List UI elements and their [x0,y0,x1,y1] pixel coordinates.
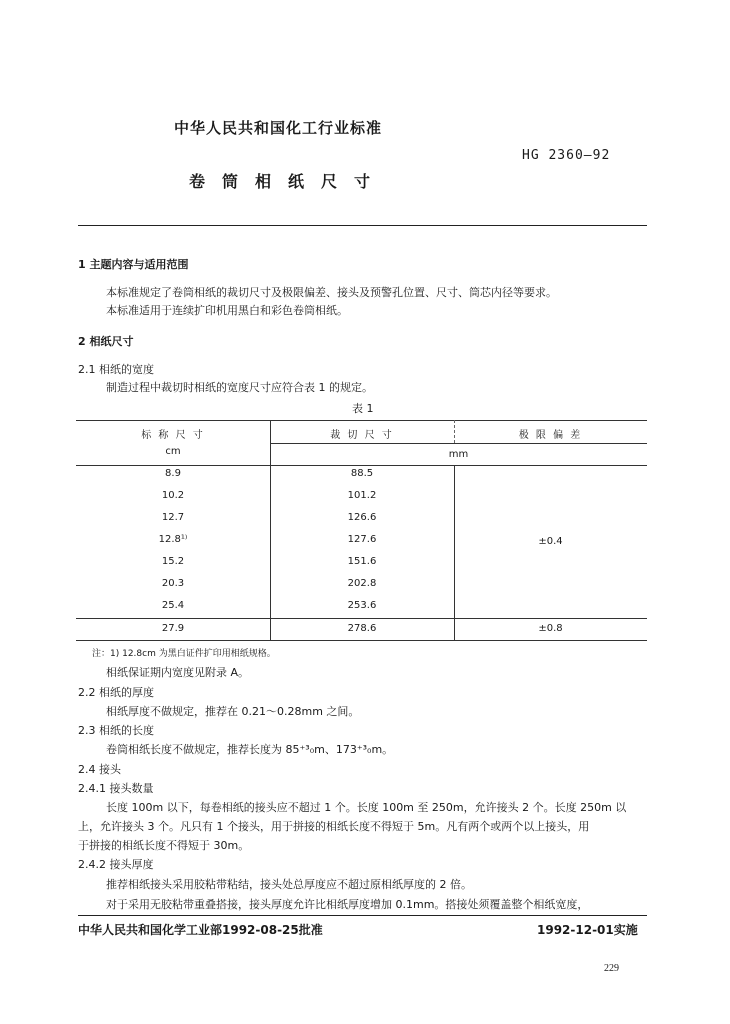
section-2-1-heading: 2.1 相纸的宽度 [78,363,154,376]
header-rule [78,225,647,226]
row-nominal: 8.9 [165,468,181,479]
row-cut: 101.2 [347,490,377,501]
section-2-4-1-line-3: 于拼接的相纸长度不得短于 30m。 [78,839,250,852]
row-cut: 127.6 [347,534,377,545]
table-caption: 表 1 [352,402,374,415]
after-table-paragraph: 相纸保证期内宽度见附录 A。 [106,666,250,679]
row-cut: 202.8 [347,578,377,589]
section-2-4-1-line-1: 长度 100m 以下，每卷相纸的接头应不超过 1 个。长度 100m 至 250m，允许接头 2 个。长度 250m 以 [106,801,627,814]
row-nominal: 27.9 [161,623,185,634]
header-nominal-unit: cm [165,446,181,457]
section-1-paragraph-1: 本标准规定了卷筒相纸的裁切尺寸及极限偏差、接头及预警孔位置、尺寸、筒芯内径等要求。 [106,286,557,299]
row-cut: 126.6 [347,512,377,523]
row-nominal: 25.4 [161,600,185,611]
section-2-3-paragraph: 卷筒相纸长度不做规定，推荐长度为 85⁺³₀m、173⁺³₀m。 [106,743,394,756]
page-number: 229 [604,963,619,974]
table-top-rule [76,420,647,421]
table-note: 注：1) 12.8cm 为黑白证件扩印用相纸规格。 [92,649,276,659]
row-nominal: 15.2 [161,556,185,567]
standard-name: 中华人民共和国化工行业标准 [174,119,383,137]
section-2-4-2-line-1: 推荐相纸接头采用胶粘带粘结，接头处总厚度应不超过原相纸厚度的 2 倍。 [106,878,472,891]
header-cut-unit: mm [448,449,469,460]
header-tolerance: 极 限 偏 差 [518,430,583,441]
standard-code: HG 2360—92 [522,148,611,163]
row-nominal: 12.7 [161,512,185,523]
section-2-3-heading: 2.3 相纸的长度 [78,724,154,737]
document-title: 卷筒相纸尺寸 [189,172,388,191]
footer-effective-date: 1992-12-01实施 [537,923,638,937]
tolerance-main: ±0.4 [538,536,563,547]
row-nominal: 10.2 [161,490,185,501]
section-1-heading: 1 主题内容与适用范围 [78,258,189,271]
section-2-2-paragraph: 相纸厚度不做规定，推荐在 0.21～0.28mm 之间。 [106,705,360,718]
section-1-paragraph-2: 本标准适用于连续扩印机用黑白和彩色卷筒相纸。 [106,304,348,317]
header-nominal-size: 标 称 尺 寸 [141,430,205,441]
footer-rule [78,915,647,916]
section-2-heading: 2 相纸尺寸 [78,335,134,348]
section-2-4-2-line-2: 对于采用无胶粘带重叠搭接，接头厚度允许比相纸厚度增加 0.1mm。搭接处须覆盖整个相纸宽度， [106,898,589,911]
row-cut: 278.6 [347,623,377,634]
row-nominal: 20.3 [161,578,185,589]
table-bottom-rule [76,640,647,641]
row-cut: 88.5 [350,468,374,479]
row-nominal: 12.8¹⁾ [158,534,188,545]
section-2-2-heading: 2.2 相纸的厚度 [78,686,154,699]
row-cut: 151.6 [347,556,377,567]
size-table [76,420,647,641]
footer-approval: 中华人民共和国化学工业部1992-08-25批准 [78,923,323,937]
section-2-4-heading: 2.4 接头 [78,763,121,776]
section-2-4-2-heading: 2.4.2 接头厚度 [78,858,154,871]
section-2-1-paragraph: 制造过程中裁切时相纸的宽度尺寸应符合表 1 的规定。 [106,381,373,394]
section-2-4-1-line-2: 上，允许接头 3 个。凡只有 1 个接头，用于拼接的相纸长度不得短于 5m。凡有两个或两个以上接头，用 [78,820,590,833]
header-cut-size: 裁 切 尺 寸 [330,430,394,441]
table-last-row-rule [76,618,647,619]
section-2-4-1-heading: 2.4.1 接头数量 [78,782,154,795]
row-cut: 253.6 [347,600,377,611]
table-col-divider-2 [454,465,455,641]
table-header-bottom-rule [76,465,647,466]
table-header-split-rule [270,443,647,444]
tolerance-last: ±0.8 [538,623,563,634]
